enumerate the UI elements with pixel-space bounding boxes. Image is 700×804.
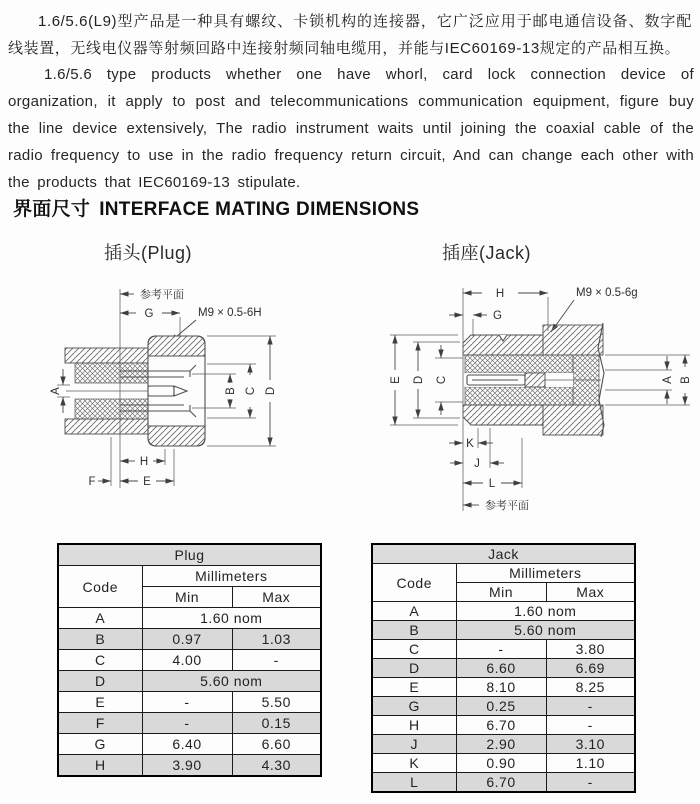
code-cell: G (372, 697, 456, 716)
min-cell: 6.70 (456, 716, 546, 735)
code-cell: F (58, 713, 142, 734)
jack-dim-b (605, 355, 692, 405)
code-cell: E (372, 678, 456, 697)
dim-label-c: C (245, 386, 257, 396)
section-heading-cn: 界面尺寸 (13, 199, 91, 220)
unit-header: Millimeters (456, 564, 635, 583)
plug-table-title: Plug (58, 544, 321, 566)
max-cell: 6.69 (546, 659, 635, 678)
max-cell: - (232, 650, 321, 671)
jack-dim-h (463, 288, 548, 331)
jack-dim-a (605, 356, 674, 404)
min-cell: - (142, 692, 232, 713)
max-cell: - (546, 773, 635, 793)
value-cell: 1.60 nom (142, 608, 321, 629)
min-cell: 4.00 (142, 650, 232, 671)
code-header: Code (372, 564, 456, 602)
max-cell: 0.15 (232, 713, 321, 734)
table-row (372, 678, 635, 697)
code-cell: A (372, 602, 456, 621)
max-cell: 5.50 (232, 692, 321, 713)
dim-label-b: B (680, 376, 692, 384)
table-row (58, 713, 321, 734)
min-cell: 8.10 (456, 678, 546, 697)
min-cell: 6.40 (142, 734, 232, 755)
code-cell: D (372, 659, 456, 678)
code-cell: E (58, 692, 142, 713)
plug-dim-d (207, 336, 277, 446)
dim-label-h: H (139, 456, 149, 468)
code-cell: B (58, 629, 142, 650)
jack-table-title: Jack (372, 544, 635, 564)
dim-label-l: L (488, 478, 496, 490)
jack-body (463, 323, 604, 437)
dim-label-d: D (265, 386, 277, 396)
max-cell: 6.60 (232, 734, 321, 755)
min-cell: 3.90 (142, 755, 232, 777)
min-header: Min (142, 587, 232, 608)
table-row (372, 640, 635, 659)
table-row (58, 755, 321, 777)
jack-ref-plane-label: 参考平面 (485, 500, 529, 512)
code-cell: C (372, 640, 456, 659)
min-header: Min (456, 583, 546, 602)
table-row (58, 734, 321, 755)
dim-label-f: F (88, 476, 96, 488)
max-cell: 4.30 (232, 755, 321, 777)
dim-label-e: E (143, 476, 151, 488)
dim-label-g: G (144, 308, 154, 320)
code-cell: B (372, 621, 456, 640)
dim-label-d: D (413, 375, 425, 385)
table-row (58, 692, 321, 713)
max-cell: 8.25 (546, 678, 635, 697)
max-cell: 3.80 (546, 640, 635, 659)
table-row (372, 602, 635, 621)
dim-label-a: A (50, 387, 62, 395)
jack-thread-label: M9 × 0.5-6g (576, 287, 638, 299)
unit-header: Millimeters (142, 566, 321, 587)
plug-ref-plane-label: 参考平面 (140, 289, 184, 301)
min-cell: 0.90 (456, 754, 546, 773)
table-row (372, 659, 635, 678)
dim-label-c: C (436, 375, 448, 385)
jack-dim-j (450, 428, 504, 470)
max-cell: 3.10 (546, 735, 635, 754)
plug-dim-f (88, 437, 111, 488)
min-cell: 0.25 (456, 697, 546, 716)
table-row (372, 621, 635, 640)
plug-dimensions-table (57, 543, 322, 777)
table-row (58, 566, 321, 587)
jack-drawing-title: 插座(Jack) (442, 243, 531, 263)
plug-thread-label: M9 × 0.5-6H (198, 307, 262, 319)
code-cell: D (58, 671, 142, 692)
table-row (372, 544, 635, 564)
jack-dim-g (449, 310, 502, 336)
table-row (58, 544, 321, 566)
dim-label-k: K (466, 438, 474, 450)
table-row (58, 629, 321, 650)
max-cell: 1.03 (232, 629, 321, 650)
table-row (372, 754, 635, 773)
code-cell: K (372, 754, 456, 773)
section-heading-en: INTERFACE MATING DIMENSIONS (99, 199, 420, 220)
min-cell: 6.70 (456, 773, 546, 793)
code-cell: H (58, 755, 142, 777)
min-cell: - (142, 713, 232, 734)
section-heading (13, 194, 419, 221)
code-cell: C (58, 650, 142, 671)
code-cell: A (58, 608, 142, 629)
intro-paragraph-chinese: 1.6/5.6(L9)型产品是一种具有螺纹、卡锁机构的连接器，它广泛应用于邮电通信设备、数字配线装置，无线电仪器等射频回路中连接射频同轴电缆用，并能与IEC60169-13规定的产品相互换。 (8, 13, 692, 57)
value-cell: 1.60 nom (456, 602, 635, 621)
plug-dim-g (120, 308, 180, 338)
min-cell: 6.60 (456, 659, 546, 678)
table-row (372, 773, 635, 793)
dim-label-b: B (225, 387, 237, 395)
max-cell: - (546, 697, 635, 716)
dim-label-j: J (474, 458, 480, 470)
jack-dimensions-table (371, 543, 636, 793)
plug-drawing-title: 插头(Plug) (104, 243, 193, 263)
code-cell: H (372, 716, 456, 735)
table-row (372, 564, 635, 583)
jack-dim-k (449, 428, 493, 450)
min-cell: 2.90 (456, 735, 546, 754)
jack-cross-section-drawing (370, 278, 700, 540)
max-cell: 1.10 (546, 754, 635, 773)
plug-body (65, 336, 205, 446)
min-cell: 0.97 (142, 629, 232, 650)
max-cell: - (546, 716, 635, 735)
code-cell: G (58, 734, 142, 755)
plug-dim-h (120, 449, 165, 468)
code-cell: J (372, 735, 456, 754)
max-header: Max (546, 583, 635, 602)
dim-label-e: E (390, 376, 402, 384)
table-row (372, 697, 635, 716)
dim-label-h: H (495, 288, 505, 300)
table-row (58, 608, 321, 629)
dim-label-g: G (493, 310, 502, 322)
code-cell: L (372, 773, 456, 793)
plug-cross-section-drawing (50, 281, 355, 536)
jack-dim-c (435, 345, 463, 415)
value-cell: 5.60 nom (456, 621, 635, 640)
table-row (372, 735, 635, 754)
table-row (58, 650, 321, 671)
code-header: Code (58, 566, 142, 608)
intro-paragraph-english: 1.6/5.6 type products whether one have whorl, card lock connection device of organization, it apply to post and telecommunications communication equipment, figure buy the line device extensively, The radio instrument waits until joining the coaxial cable of the radio frequency to use in the radio frequency return circuit, And can change each other with the products that IEC60169-13 stipulate. (8, 66, 694, 191)
value-cell: 5.60 nom (142, 671, 321, 692)
min-cell: - (456, 640, 546, 659)
plug-dim-e (120, 449, 174, 488)
dim-label-a: A (662, 376, 674, 384)
table-row (372, 716, 635, 735)
max-header: Max (232, 587, 321, 608)
table-row (58, 671, 321, 692)
